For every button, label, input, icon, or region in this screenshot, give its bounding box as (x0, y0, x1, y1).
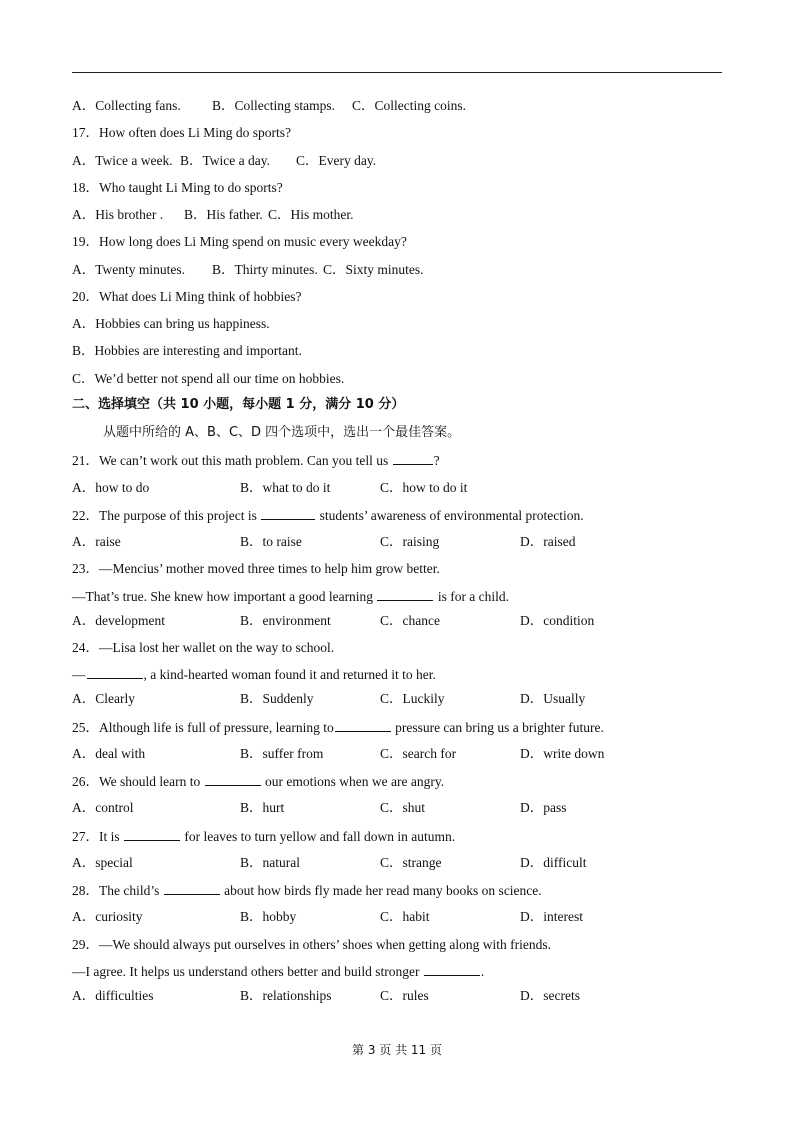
q24-question: 24．—Lisa lost her wallet on the way to school. (72, 640, 335, 655)
q23-option-d[interactable]: D．condition (520, 613, 595, 628)
q29-option-c[interactable]: C．rules (380, 988, 429, 1003)
answer-blank[interactable] (335, 719, 391, 732)
answer-blank[interactable] (261, 507, 315, 520)
q21-option-b[interactable]: B．what to do it (240, 480, 331, 495)
q26-option-c[interactable]: C．shut (380, 800, 426, 815)
q17-option-a[interactable]: A．Twice a week. (72, 153, 173, 168)
q23-option-b[interactable]: B．environment (240, 613, 331, 628)
q28-option-c[interactable]: C．habit (380, 909, 430, 924)
q24-option-a[interactable]: A．Clearly (72, 691, 135, 706)
q18-question: 18．Who taught Li Ming to do sports? (72, 180, 283, 195)
answer-blank[interactable] (87, 666, 143, 679)
q17-question: 17．How often does Li Ming do sports? (72, 125, 291, 140)
answer-blank[interactable] (205, 773, 261, 786)
q28-option-a[interactable]: A．curiosity (72, 909, 143, 924)
q29-option-b[interactable]: B．relationships (240, 988, 332, 1003)
answer-blank[interactable] (424, 963, 480, 976)
q18-option-b[interactable]: B．His father. (184, 207, 263, 222)
q23-option-c[interactable]: C．chance (380, 613, 440, 628)
q20-option-a[interactable]: A．Hobbies can bring us happiness. (72, 316, 270, 331)
q19-option-c[interactable]: C．Sixty minutes. (323, 262, 424, 277)
q21-option-c[interactable]: C．how to do it (380, 480, 468, 495)
q18-option-a[interactable]: A．His brother . (72, 207, 164, 222)
q28-option-b[interactable]: B．hobby (240, 909, 297, 924)
q27-option-d[interactable]: D．difficult (520, 855, 587, 870)
q29-question: 29．—We should always put ourselves in others’ shoes when getting along with friends. (72, 937, 551, 952)
q21-option-a[interactable]: A．how to do (72, 480, 150, 495)
answer-blank[interactable] (124, 828, 180, 841)
q24-option-c[interactable]: C．Luckily (380, 691, 445, 706)
answer-blank[interactable] (393, 452, 433, 465)
q28-question: 28．The child’s about how birds fly made her read many books on science. (72, 883, 542, 898)
q29-option-d[interactable]: D．secrets (520, 988, 580, 1003)
header-rule (72, 72, 722, 73)
q25-option-c[interactable]: C．search for (380, 746, 457, 761)
q29-response: —I agree. It helps us understand others better and build stronger . (72, 964, 485, 979)
q22-option-c[interactable]: C．raising (380, 534, 440, 549)
q25-question: 25．Although life is full of pressure, learning to pressure can bring us a brighter future. (72, 720, 604, 735)
q22-option-b[interactable]: B．to raise (240, 534, 302, 549)
q24-response: — , a kind-hearted woman found it and returned it to her. (72, 667, 436, 682)
q24-option-b[interactable]: B．Suddenly (240, 691, 314, 706)
answer-blank[interactable] (164, 882, 220, 895)
q20-question: 20．What does Li Ming think of hobbies? (72, 289, 302, 304)
q26-question: 26．We should learn to our emotions when we are angry. (72, 774, 445, 789)
q26-option-d[interactable]: D．pass (520, 800, 567, 815)
page-footer: 第 3 页 共 11 页 (352, 1043, 442, 1057)
q17-option-b[interactable]: B．Twice a day. (180, 153, 271, 168)
q24-option-d[interactable]: D．Usually (520, 691, 586, 706)
q27-option-a[interactable]: A．special (72, 855, 133, 870)
q27-option-c[interactable]: C．strange (380, 855, 442, 870)
q25-option-d[interactable]: D．write down (520, 746, 605, 761)
q20-option-b[interactable]: B．Hobbies are interesting and important. (72, 343, 302, 358)
q17-option-c[interactable]: C．Every day. (296, 153, 377, 168)
q27-option-b[interactable]: B．natural (240, 855, 300, 870)
section-title: 二、选择填空（共 10 小题，每小题 1 分，满分 10 分） (72, 397, 405, 412)
section-instruction: 从题中所给的 A、B、C、D 四个选项中，选出一个最佳答案。 (103, 425, 461, 440)
q27-question: 27．It is for leaves to turn yellow and fall down in autumn. (72, 829, 456, 844)
q22-question: 22．The purpose of this project is students’ awareness of environmental protection. (72, 508, 584, 523)
q23-option-a[interactable]: A．development (72, 613, 165, 628)
q22-option-a[interactable]: A．raise (72, 534, 121, 549)
q29-option-a[interactable]: A．difficulties (72, 988, 154, 1003)
q25-option-a[interactable]: A．deal with (72, 746, 146, 761)
q16-option-a[interactable]: A．Collecting fans. (72, 98, 181, 113)
q16-option-b[interactable]: B．Collecting stamps. (212, 98, 335, 113)
q19-option-b[interactable]: B．Thirty minutes. (212, 262, 318, 277)
q23-response: —That’s true. She knew how important a good learning is for a child. (72, 589, 510, 604)
q23-question: 23．—Mencius’ mother moved three times to help him grow better. (72, 561, 440, 576)
q18-option-c[interactable]: C．His mother. (268, 207, 354, 222)
q26-option-a[interactable]: A．control (72, 800, 134, 815)
answer-blank[interactable] (377, 588, 433, 601)
q20-option-c[interactable]: C．We’d better not spend all our time on hobbies. (72, 371, 345, 386)
q26-option-b[interactable]: B．hurt (240, 800, 285, 815)
q21-question: 21．We can’t work out this math problem. Can you tell us ? (72, 453, 440, 468)
q16-option-c[interactable]: C．Collecting coins. (352, 98, 466, 113)
q19-option-a[interactable]: A．Twenty minutes. (72, 262, 186, 277)
q28-option-d[interactable]: D．interest (520, 909, 583, 924)
q25-option-b[interactable]: B．suffer from (240, 746, 324, 761)
q22-option-d[interactable]: D．raised (520, 534, 576, 549)
q19-question: 19．How long does Li Ming spend on music every weekday? (72, 234, 407, 249)
